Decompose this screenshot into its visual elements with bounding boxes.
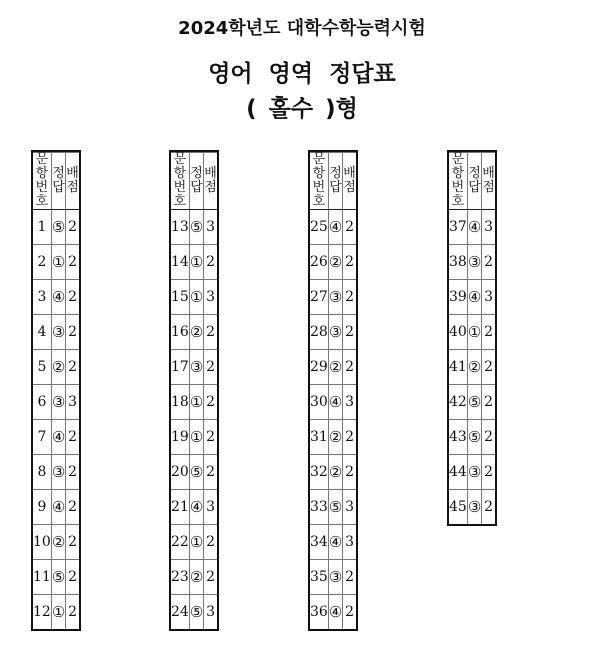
table-row: [310, 490, 356, 525]
table-row: [171, 280, 217, 315]
table-row: [33, 385, 79, 420]
correct-answer: ④: [51, 280, 65, 315]
question-number: 26: [310, 245, 328, 280]
score-points: 2: [204, 350, 217, 385]
score-points: 2: [482, 385, 495, 420]
question-number: 12: [33, 595, 51, 630]
correct-answer: ①: [189, 245, 203, 280]
exam-type-title: [0, 90, 604, 123]
header-row: [171, 153, 217, 210]
score-points: 2: [343, 245, 356, 280]
score-points: 3: [204, 490, 217, 525]
question-number: 17: [171, 350, 189, 385]
question-number: 37: [449, 210, 467, 245]
question-number: 45: [449, 490, 467, 525]
score-points: 2: [66, 315, 79, 350]
score-points: 3: [482, 210, 495, 245]
table-row: [171, 385, 217, 420]
question-number: 2: [33, 245, 51, 280]
table-row: [171, 595, 217, 630]
answer-table-group: [449, 152, 495, 524]
answer-group-1-12: [31, 150, 81, 631]
correct-answer: ⑤: [467, 385, 481, 420]
table-row: [171, 245, 217, 280]
column-header-score: 배점: [66, 153, 79, 210]
question-number: 16: [171, 315, 189, 350]
table-row: [33, 315, 79, 350]
score-points: 2: [66, 455, 79, 490]
correct-answer: ④: [328, 385, 342, 420]
column-header-question-number: [171, 153, 189, 210]
question-number: 21: [171, 490, 189, 525]
main-title: 영어 영역 정답표: [208, 61, 396, 87]
score-points: 2: [66, 525, 79, 560]
column-header-answer: 정답: [189, 153, 203, 210]
table-row: [33, 210, 79, 245]
score-points: 2: [66, 560, 79, 595]
correct-answer: ④: [189, 490, 203, 525]
question-number: 39: [449, 280, 467, 315]
column-header-answer: 정답: [467, 153, 481, 210]
question-number: 28: [310, 315, 328, 350]
score-points: 2: [482, 315, 495, 350]
table-row: [171, 210, 217, 245]
score-points: 2: [66, 420, 79, 455]
score-points: 2: [204, 245, 217, 280]
correct-answer: ③: [467, 455, 481, 490]
score-points: 2: [482, 490, 495, 525]
table-row: [171, 420, 217, 455]
answer-table-group: [310, 152, 356, 629]
header-row: [449, 153, 495, 210]
correct-answer: ③: [189, 350, 203, 385]
column-header-question-number: [449, 153, 467, 210]
correct-answer: ④: [467, 280, 481, 315]
answer-group-37-45: [447, 150, 497, 526]
correct-answer: ②: [51, 525, 65, 560]
score-points: 3: [343, 525, 356, 560]
table-row: [171, 315, 217, 350]
table-row: [310, 560, 356, 595]
table-row: [33, 525, 79, 560]
correct-answer: ④: [328, 210, 342, 245]
question-number: 18: [171, 385, 189, 420]
table-row: [33, 490, 79, 525]
correct-answer: ③: [51, 315, 65, 350]
score-points: 2: [343, 280, 356, 315]
correct-answer: ②: [328, 420, 342, 455]
answer-table-group: [33, 152, 79, 629]
question-number: 5: [33, 350, 51, 385]
question-number: 11: [33, 560, 51, 595]
column-header-answer: 정답: [51, 153, 65, 210]
score-points: 2: [482, 420, 495, 455]
header-line: 문항: [173, 152, 187, 181]
question-number: 42: [449, 385, 467, 420]
correct-answer: ①: [189, 385, 203, 420]
correct-answer: ④: [328, 525, 342, 560]
question-number: 20: [171, 455, 189, 490]
score-points: 2: [66, 350, 79, 385]
question-number: 9: [33, 490, 51, 525]
table-row: [449, 420, 495, 455]
score-points: 2: [66, 595, 79, 630]
correct-answer: ⑤: [467, 420, 481, 455]
column-header-question-number: [33, 153, 51, 210]
score-points: 2: [343, 210, 356, 245]
question-number: 14: [171, 245, 189, 280]
question-number: 23: [171, 560, 189, 595]
score-points: 2: [482, 350, 495, 385]
table-row: [310, 245, 356, 280]
correct-answer: ⑤: [189, 210, 203, 245]
question-number: 35: [310, 560, 328, 595]
exam-type-open-paren: (: [246, 96, 257, 122]
score-points: 2: [482, 455, 495, 490]
table-row: [171, 525, 217, 560]
question-number: 3: [33, 280, 51, 315]
table-row: [310, 455, 356, 490]
table-row: [171, 560, 217, 595]
question-number: 25: [310, 210, 328, 245]
header-row: [310, 153, 356, 210]
question-number: 29: [310, 350, 328, 385]
table-row: [171, 350, 217, 385]
correct-answer: ④: [467, 210, 481, 245]
score-points: 3: [482, 280, 495, 315]
header-line: 문항: [35, 152, 49, 181]
question-number: 1: [33, 210, 51, 245]
header-line: 번호: [173, 180, 187, 209]
table-row: [310, 315, 356, 350]
score-points: 3: [343, 385, 356, 420]
correct-answer: ②: [328, 350, 342, 385]
table-row: [310, 350, 356, 385]
table-row: [449, 210, 495, 245]
question-number: 36: [310, 595, 328, 630]
header-line: 번호: [312, 180, 326, 209]
header-row: [33, 153, 79, 210]
column-header-answer: 정답: [328, 153, 342, 210]
table-row: [310, 385, 356, 420]
table-row: [310, 595, 356, 630]
correct-answer: ③: [51, 385, 65, 420]
correct-answer: ④: [51, 490, 65, 525]
score-points: 2: [66, 210, 79, 245]
correct-answer: ②: [328, 455, 342, 490]
exam-type-close: )형: [325, 96, 358, 122]
correct-answer: ④: [51, 420, 65, 455]
question-number: 19: [171, 420, 189, 455]
question-number: 43: [449, 420, 467, 455]
score-points: 2: [66, 490, 79, 525]
correct-answer: ②: [467, 350, 481, 385]
score-points: 3: [204, 210, 217, 245]
table-row: [33, 455, 79, 490]
exam-type-label: 홀수: [268, 96, 314, 122]
question-number: 31: [310, 420, 328, 455]
correct-answer: ⑤: [51, 560, 65, 595]
question-number: 13: [171, 210, 189, 245]
correct-answer: ②: [189, 315, 203, 350]
question-number: 6: [33, 385, 51, 420]
score-points: 2: [204, 455, 217, 490]
table-row: [171, 490, 217, 525]
table-row: [449, 385, 495, 420]
question-number: 34: [310, 525, 328, 560]
correct-answer: ①: [467, 315, 481, 350]
question-number: 41: [449, 350, 467, 385]
correct-answer: ①: [189, 280, 203, 315]
table-row: [171, 455, 217, 490]
column-header-score: 배점: [482, 153, 495, 210]
table-row: [449, 455, 495, 490]
header-line: 번호: [35, 180, 49, 209]
header-line: 번호: [451, 180, 465, 209]
score-points: 2: [343, 315, 356, 350]
table-row: [310, 280, 356, 315]
table-row: [310, 525, 356, 560]
score-points: 2: [343, 560, 356, 595]
question-number: 15: [171, 280, 189, 315]
score-points: 2: [343, 350, 356, 385]
header-line: 문항: [451, 152, 465, 181]
question-number: 32: [310, 455, 328, 490]
correct-answer: ①: [51, 595, 65, 630]
correct-answer: ①: [189, 420, 203, 455]
correct-answer: ①: [189, 525, 203, 560]
score-points: 3: [343, 490, 356, 525]
score-points: 2: [343, 455, 356, 490]
exam-title: 2024학년도 대학수학능력시험: [178, 18, 426, 39]
table-row: [33, 350, 79, 385]
correct-answer: ②: [189, 560, 203, 595]
score-points: 2: [204, 560, 217, 595]
correct-answer: ①: [51, 245, 65, 280]
column-header-score: 배점: [204, 153, 217, 210]
header-line: 문항: [312, 152, 326, 181]
table-row: [449, 280, 495, 315]
question-number: 33: [310, 490, 328, 525]
correct-answer: ⑤: [328, 490, 342, 525]
correct-answer: ⑤: [189, 455, 203, 490]
table-row: [449, 350, 495, 385]
correct-answer: ③: [328, 560, 342, 595]
answer-table-group: [171, 152, 217, 629]
score-points: 2: [204, 385, 217, 420]
correct-answer: ⑤: [51, 210, 65, 245]
question-number: 40: [449, 315, 467, 350]
question-number: 22: [171, 525, 189, 560]
correct-answer: ②: [51, 350, 65, 385]
question-number: 4: [33, 315, 51, 350]
table-row: [449, 315, 495, 350]
question-number: 24: [171, 595, 189, 630]
correct-answer: ⑤: [189, 595, 203, 630]
question-number: 7: [33, 420, 51, 455]
score-points: 2: [343, 420, 356, 455]
column-header-question-number: [310, 153, 328, 210]
correct-answer: ③: [467, 490, 481, 525]
table-row: [310, 210, 356, 245]
table-row: [33, 280, 79, 315]
correct-answer: ④: [328, 595, 342, 630]
score-points: 2: [204, 315, 217, 350]
question-number: 30: [310, 385, 328, 420]
table-row: [310, 420, 356, 455]
question-number: 38: [449, 245, 467, 280]
score-points: 2: [204, 525, 217, 560]
score-points: 2: [66, 245, 79, 280]
table-row: [33, 595, 79, 630]
answer-group-13-24: [169, 150, 219, 631]
correct-answer: ③: [328, 280, 342, 315]
table-row: [33, 245, 79, 280]
column-header-score: 배점: [343, 153, 356, 210]
answer-group-25-36: [308, 150, 358, 631]
table-row: [449, 490, 495, 525]
table-row: [449, 245, 495, 280]
correct-answer: ③: [51, 455, 65, 490]
correct-answer: ③: [467, 245, 481, 280]
score-points: 2: [66, 280, 79, 315]
question-number: 27: [310, 280, 328, 315]
score-points: 3: [66, 385, 79, 420]
score-points: 3: [204, 595, 217, 630]
question-number: 10: [33, 525, 51, 560]
table-row: [33, 420, 79, 455]
score-points: 2: [204, 420, 217, 455]
score-points: 2: [343, 595, 356, 630]
score-points: 3: [204, 280, 217, 315]
correct-answer: ②: [328, 245, 342, 280]
question-number: 44: [449, 455, 467, 490]
question-number: 8: [33, 455, 51, 490]
correct-answer: ③: [328, 315, 342, 350]
score-points: 2: [482, 245, 495, 280]
table-row: [33, 560, 79, 595]
